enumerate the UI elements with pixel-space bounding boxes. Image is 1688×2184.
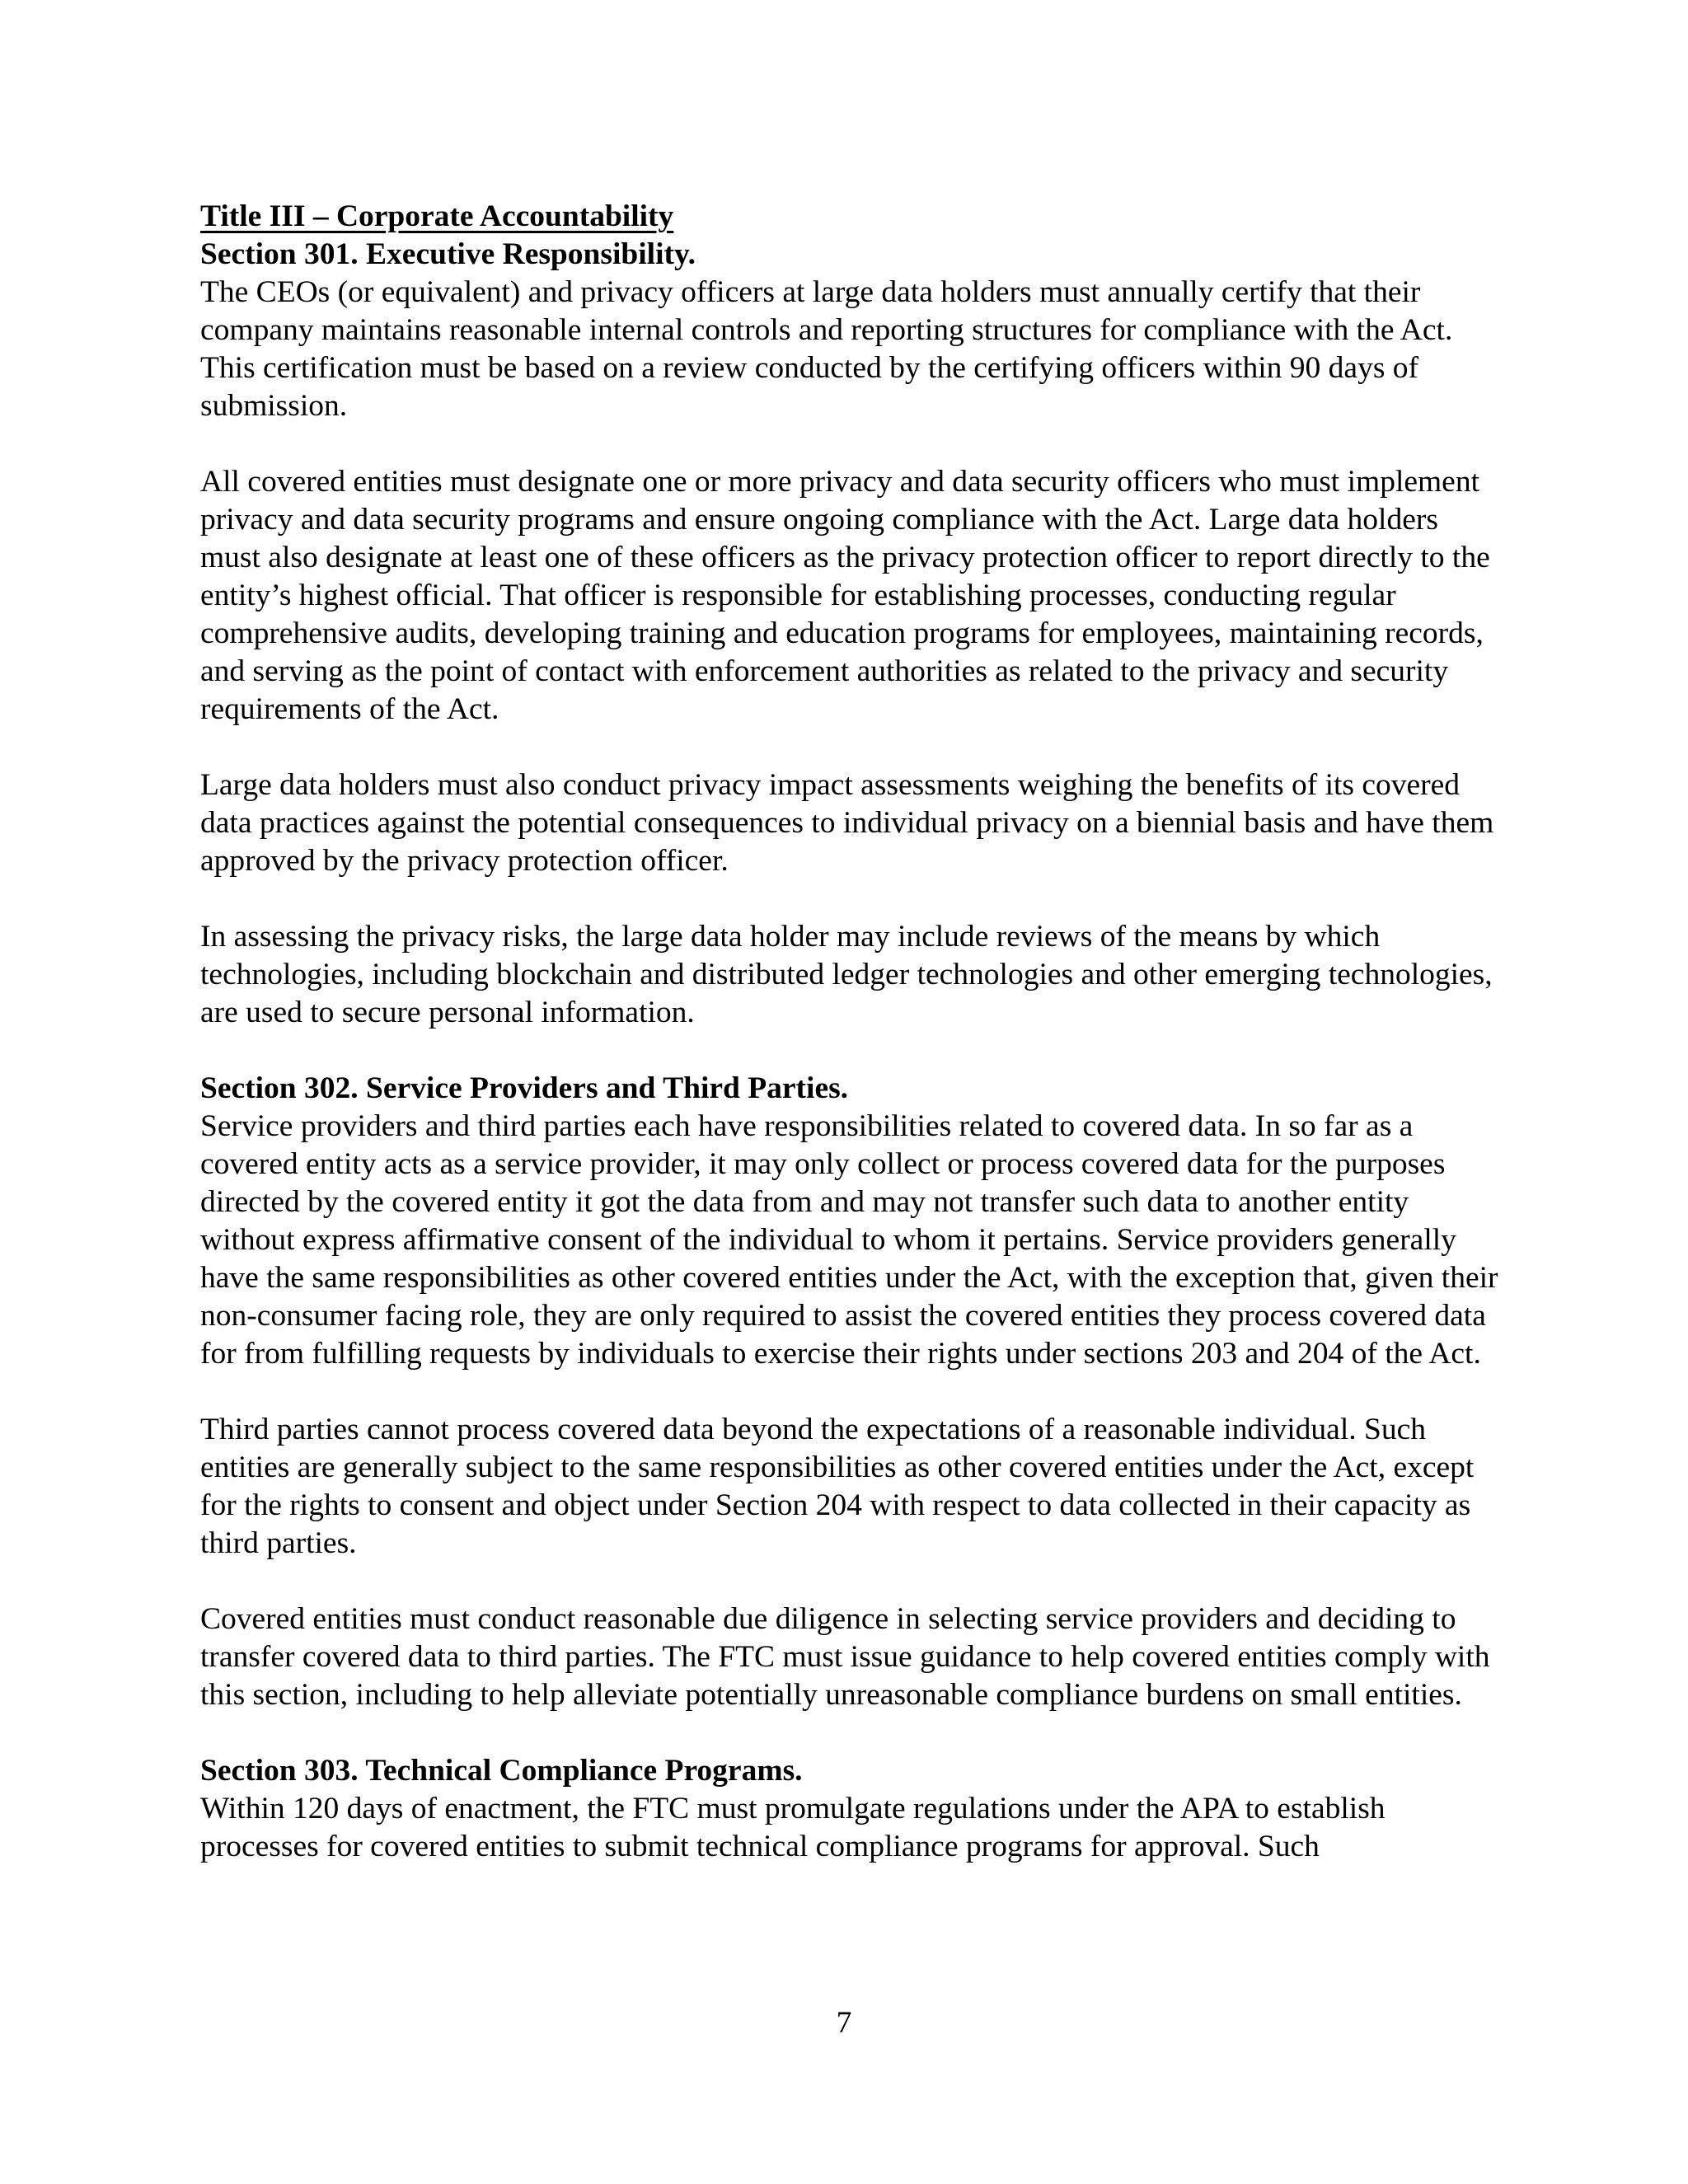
section-303-paragraph: Within 120 days of enactment, the FTC must promulgate regulations under the APA to establish processes for covered entities to submit technical compliance programs for approval. Such	[200, 1792, 1386, 1863]
section-301-paragraph: Large data holders must also conduct privacy impact assessments weighing the benefits of its covered data practices against the potential consequences to individual privacy on a biennial basis and have them approved by the privacy protection officer.	[200, 768, 1494, 878]
page-number: 7	[836, 2006, 852, 2040]
section-303-heading: Section 303. Technical Compliance Programs.	[200, 1754, 803, 1788]
document-title: Title III – Corporate Accountability	[200, 199, 674, 233]
section-302-paragraph: Covered entities must conduct reasonable due diligence in selecting service providers and deciding to transfer covered data to third parties. The FTC must issue guidance to help covered entities comply with this section, including to help alleviate potentially unreasonable compliance burdens on small entities.	[200, 1602, 1490, 1712]
section-301-paragraph: In assessing the privacy risks, the large data holder may include reviews of the means by which technologies, including blockchain and distributed ledger technologies and other emerging technologies, are used to secure personal information.	[200, 920, 1493, 1029]
section-302-paragraph: Service providers and third parties each have responsibilities related to covered data. In so far as a covered entity acts as a service provider, it may only collect or process covered data for the purposes directed by the covered entity it got the data from and may not transfer such data to another entity without express affirmative consent of the individual to whom it pertains. Service providers generally have the same responsibilities as other covered entities under the Act, with the exception that, given their non-consumer facing role, they are only required to assist the covered entities they process covered data for from fulfilling requests by individuals to exercise their rights under sections 203 and 204 of the Act.	[200, 1109, 1498, 1371]
document-body	[200, 198, 1503, 1904]
section-301-heading: Section 301. Executive Responsibility.	[200, 237, 696, 271]
section-301-paragraph: The CEOs (or equivalent) and privacy officers at large data holders must annually certify that their company maintains reasonable internal controls and reporting structures for compliance with the Act. This certification must be based on a review conducted by the certifying officers within 90 days of submission.	[200, 275, 1453, 423]
section-301-paragraph: All covered entities must designate one or more privacy and data security officers who must implement privacy and data security programs and ensure ongoing compliance with the Act. Large data holders must also designate at least one of these officers as the privacy protection officer to report directly to the entity’s highest official. That officer is responsible for establishing processes, conducting regular comprehensive audits, developing training and education programs for employees, maintaining records, and serving as the point of contact with enforcement authorities as related to the privacy and security requirements of the Act.	[200, 465, 1490, 726]
section-302-heading: Section 302. Service Providers and Third Parties.	[200, 1071, 849, 1105]
section-302-paragraph: Third parties cannot process covered data beyond the expectations of a reasonable individual. Such entities are generally subject to the same responsibilities as other covered entities under the Act, except for the rights to consent and object under Section 204 with respect to data collected in their capacity as third parties.	[200, 1413, 1475, 1560]
